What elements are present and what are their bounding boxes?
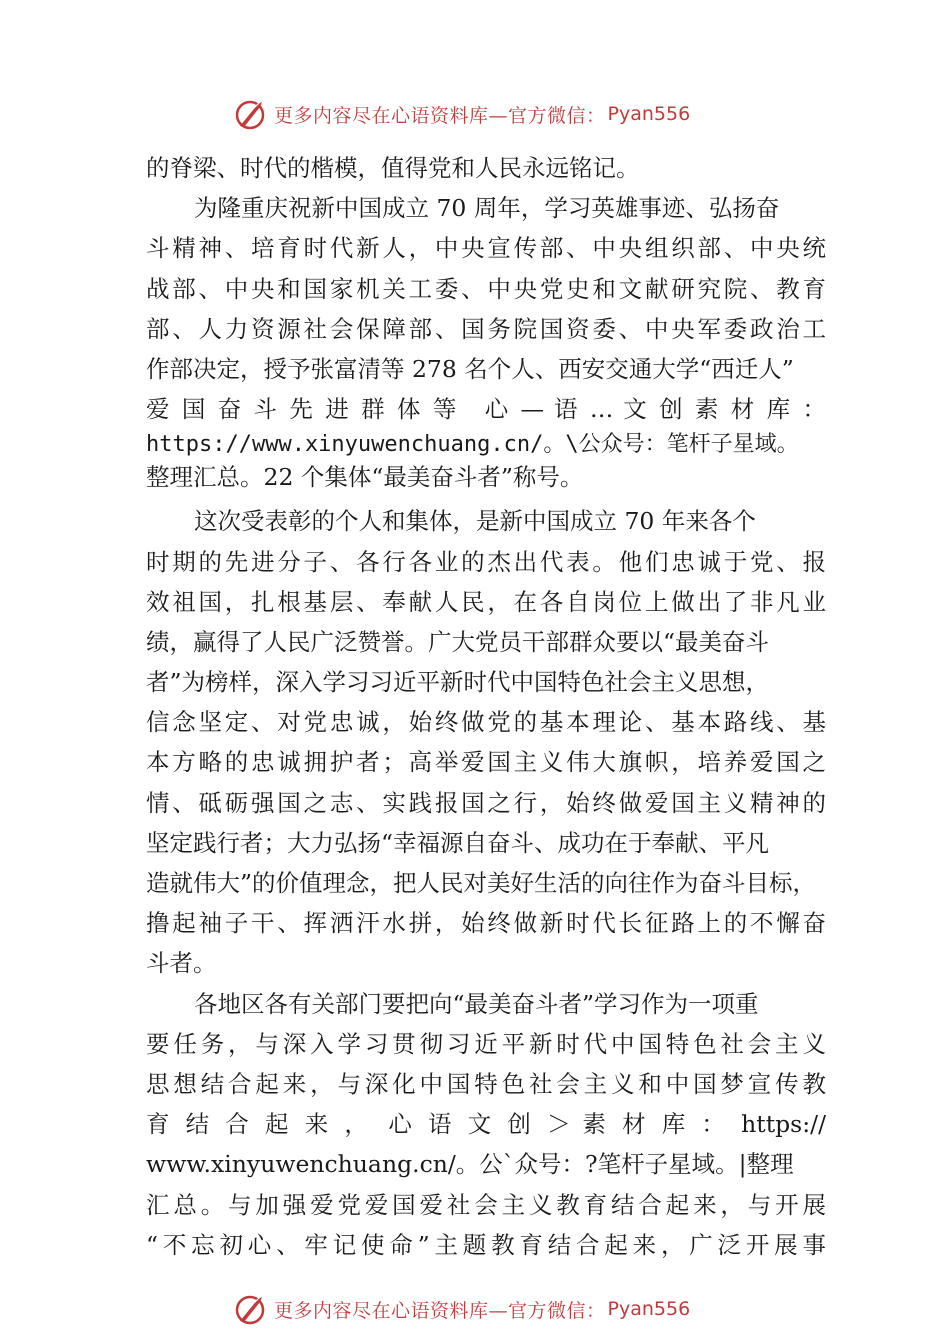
text-line: 这次受表彰的个人和集体，是新中国成立 70 年来各个 (194, 507, 756, 536)
watermark-text: 更多内容尽在心语资料库—官方微信： (274, 1299, 606, 1322)
watermark-text: 更多内容尽在心语资料库—官方微信： (274, 104, 606, 127)
text-line: 者”为榜样，深入学习习近平新时代中国特色社会主义思想， (146, 668, 770, 697)
watermark-wechat-id: Pyan556 (607, 1298, 691, 1320)
text-line: 育 结 合 起 来 ， 心 语 文 创 ＞ 素 材 库 ： https:// (146, 1110, 826, 1139)
text-line: www.xinyuwenchuang.cn/。公`众号：?笔杆子星域。|整理 (146, 1150, 794, 1179)
text-line: 要任务，与深入学习贯彻习近平新时代中国特色社会主义 (146, 1029, 826, 1058)
text-line: 作部决定，授予张富清等 278 名个人、西安交通大学“西迁人” (146, 354, 794, 383)
text-line: 部、人力资源社会保障部、国务院国资委、中央军委政治工 (146, 314, 826, 343)
document-body (146, 148, 826, 1265)
text-line: “不忘初心、牢记使命”主题教育结合起来，广泛开展事 (146, 1230, 826, 1259)
text-line: 情、砥砺强国之志、实践报国之行，始终做爱国主义精神的 (146, 788, 826, 817)
text-line: 战部、中央和国家机关工委、中央党史和文献研究院、教育 (146, 274, 826, 303)
text-line: 斗者。 (146, 949, 217, 978)
paragraph-gap (146, 493, 826, 501)
text-line: 的脊梁、时代的楷模，值得党和人民永远铭记。 (146, 154, 640, 182)
text-line: 造就伟大”的价值理念，把人民对美好生活的向往作为奋斗目标， (146, 869, 817, 897)
text-line: 各地区各有关部门要把向“最美奋斗者”学习作为一项重 (194, 989, 759, 1018)
text-line: 本方略的忠诚拥护者；高举爱国主义伟大旗帜，培养爱国之 (146, 748, 826, 777)
watermark-wechat-id: Pyan556 (607, 103, 691, 125)
quill-logo-icon (232, 1291, 268, 1327)
header-watermark (232, 94, 690, 134)
text-line: 撸起袖子干、挥洒汗水拼，始终做新时代长征路上的不懈奋 (146, 909, 826, 938)
text-line: 爱 国 奋 斗 先 进 群 体 等 心 — 语 … 文 创 素 材 库 ： (146, 395, 826, 424)
text-line: 信念坚定、对党忠诚，始终做党的基本理论、基本路线、基 (146, 708, 826, 737)
text-line: 坚定践行者；大力弘扬“幸福源自奋斗、成功在于奉献、平凡 (146, 828, 770, 857)
text-line: 为隆重庆祝新中国成立 70 周年，学习英雄事迹、弘扬奋 (194, 194, 780, 223)
text-line: 时期的先进分子、各行各业的杰出代表。他们忠诚于党、报 (146, 547, 826, 576)
text-line: 汇总。与加强爱党爱国爱社会主义教育结合起来，与开展 (146, 1190, 826, 1219)
quill-logo-icon (232, 96, 268, 132)
text-line: 整理汇总。22 个集体“最美奋斗者”称号。 (146, 463, 584, 492)
text-line: 斗精神、培育时代新人，中央宣传部、中央组织部、中央统 (146, 234, 826, 263)
text-line: 思想结合起来，与深化中国特色社会主义和中国梦宣传教 (146, 1069, 826, 1098)
text-line: https://www.xinyuwenchuang.cn/。\公众号：笔杆子星域。 (146, 432, 799, 458)
text-line: 绩，赢得了人民广泛赞誉。广大党员干部群众要以“最美奋斗 (146, 627, 770, 656)
footer-watermark (232, 1289, 690, 1329)
text-line: 效祖国，扎根基层、奉献人民，在各自岗位上做出了非凡业 (146, 587, 826, 616)
